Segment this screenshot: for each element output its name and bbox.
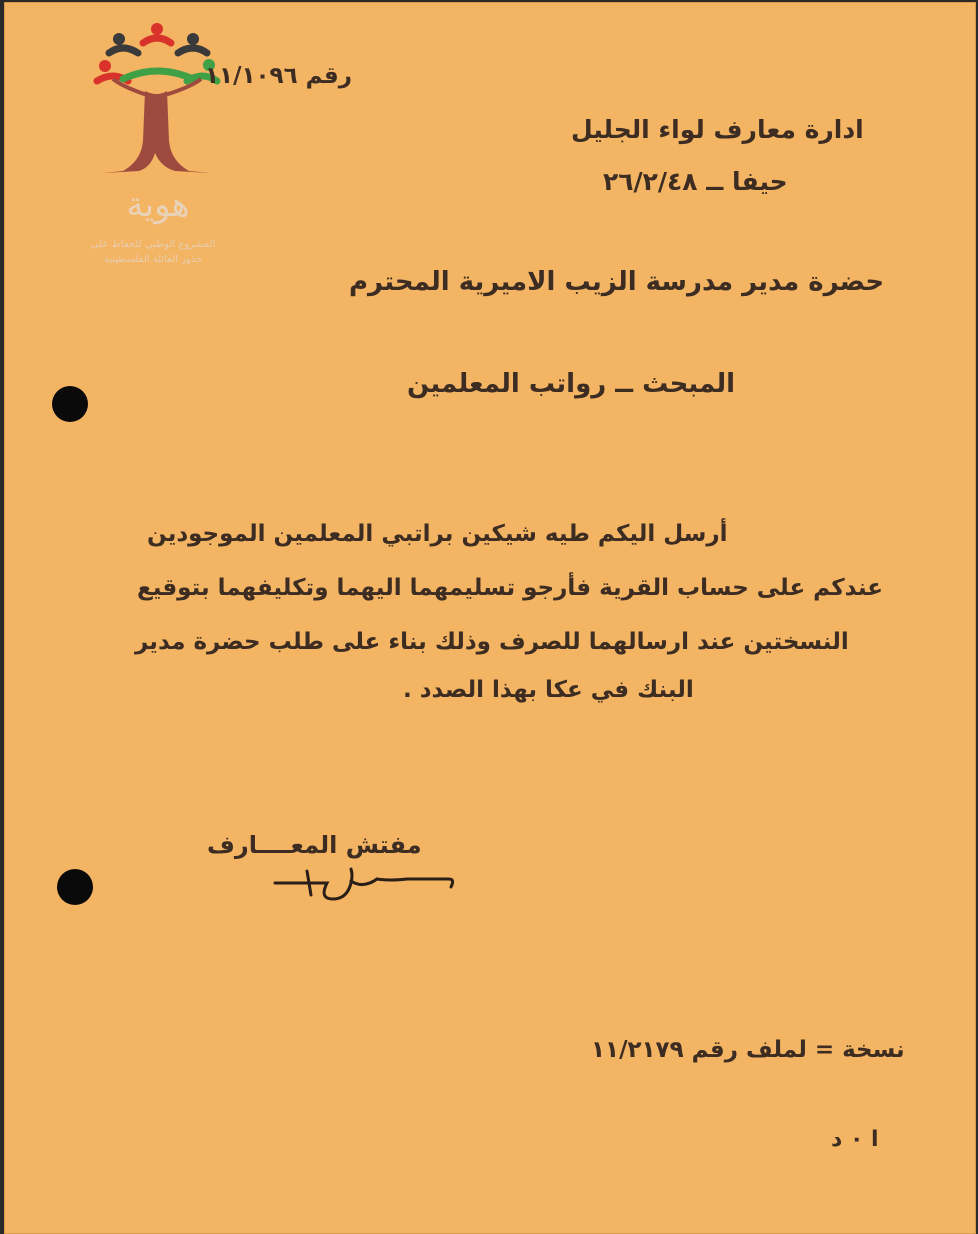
tree-trunk-icon — [103, 79, 211, 173]
body-line-2: عندكم على حساب القرية فأرجو تسليمهما اليهما وتكليفهما بتوقيع — [137, 575, 883, 601]
initials: ا ٠ د — [831, 1127, 879, 1152]
subject-line: المبحث ــ رواتب المعلمين — [407, 369, 736, 399]
people-figures-icon — [97, 23, 217, 81]
watermark-brand: هوية — [126, 185, 190, 225]
watermark-tagline-1: المشروع الوطني للحفاظ على — [90, 239, 216, 250]
signature-title: مفتش المعــــارف — [207, 831, 422, 859]
punch-hole-bottom — [57, 869, 93, 905]
document-page — [4, 2, 976, 1234]
body-line-1: أرسل اليكم طيه شيكين براتبي المعلمين الموجودين — [147, 521, 728, 547]
department-header: ادارة معارف لواء الجليل — [571, 115, 864, 144]
hawiya-tree-logo — [83, 21, 233, 271]
copy-note: نسخة = لملف رقم ١١/٢١٧٩ — [591, 1037, 905, 1063]
handwritten-signature — [267, 859, 467, 909]
punch-hole-top — [52, 386, 88, 422]
watermark-tagline-2: جذور العائلة الفلسطينية — [103, 254, 203, 265]
place-date: حيفا ــ ٢٦/٢/٤٨ — [603, 167, 788, 196]
addressee: حضرة مدير مدرسة الزيب الاميرية المحترم — [349, 267, 885, 297]
reference-number: رقم ١١/١٠٩٦ — [205, 63, 352, 89]
body-line-3: النسختين عند ارسالهما للصرف وذلك بناء على طلب حضرة مدير — [135, 629, 849, 655]
body-line-4: البنك في عكا بهذا الصدد . — [403, 677, 694, 703]
